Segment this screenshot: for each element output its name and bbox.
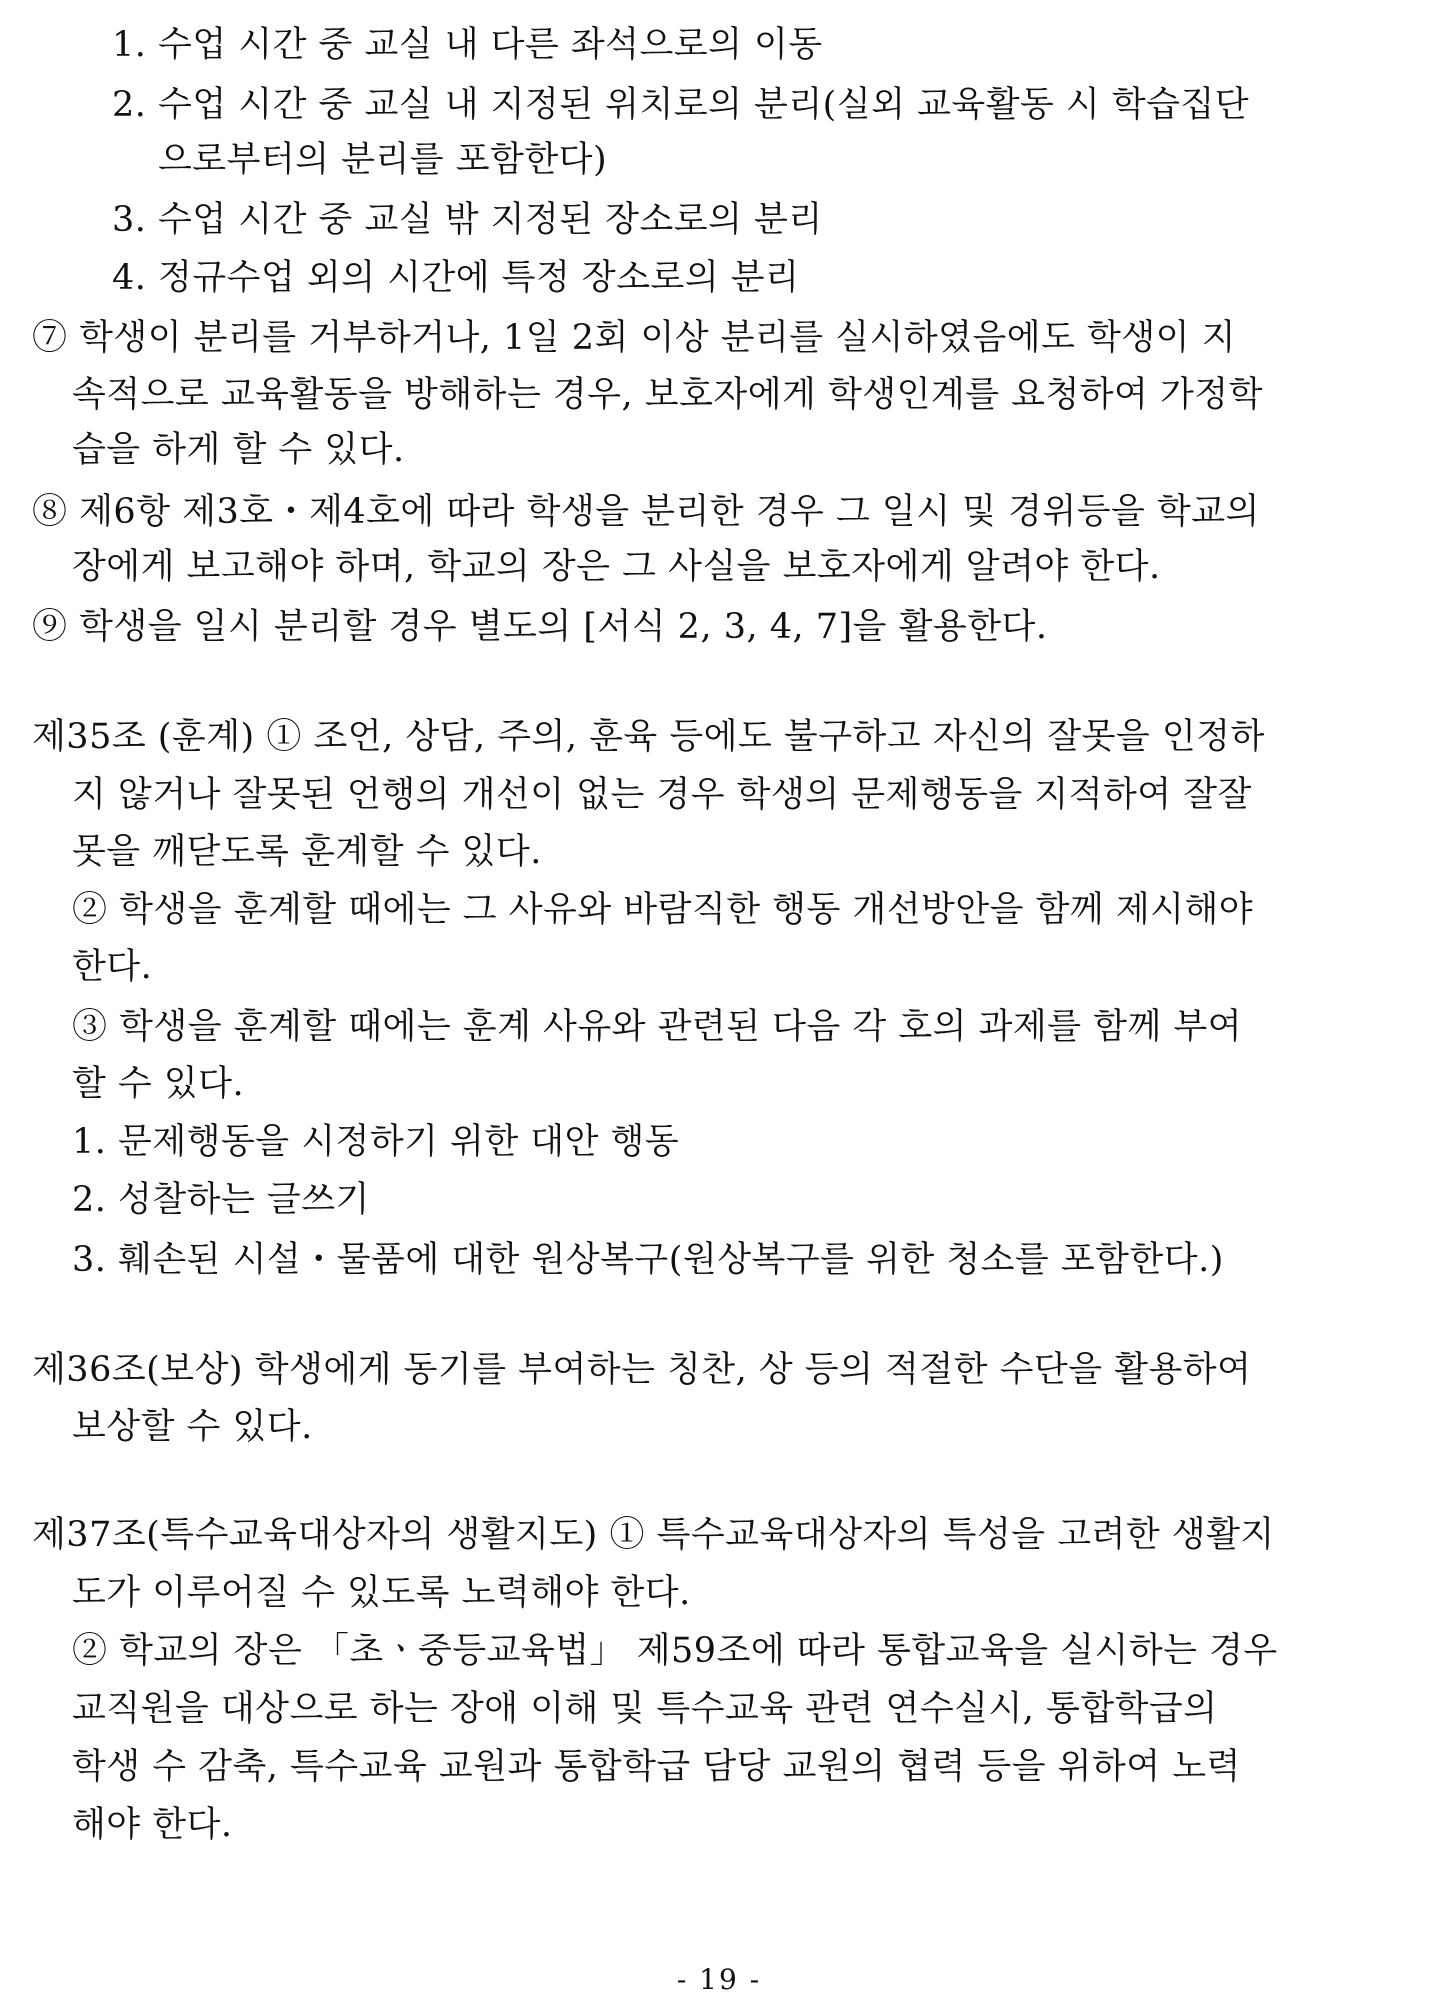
- article-35-paragraph-3: ③ 학생을 훈계할 때에는 훈계 사유와 관련된 다음 각 호의 과제를 함께 부여: [72, 1007, 1242, 1047]
- article-35-item-2: 2. 성찰하는 글쓰기: [72, 1180, 370, 1220]
- article-37-paragraph-2-continued: 해야 한다.: [72, 1805, 233, 1845]
- article-35-paragraph-2: ② 학생을 훈계할 때에는 그 사유와 바람직한 행동 개선방안을 함께 제시해야: [72, 890, 1254, 930]
- article-35-heading: 제35조 (훈계) ① 조언, 상담, 주의, 훈육 등에도 불구하고 자신의 잘못을 인정하: [32, 717, 1265, 757]
- paragraph-7-continued: 속적으로 교육활동을 방해하는 경우, 보호자에게 학생인계를 요청하여 가정학: [72, 375, 1263, 415]
- list-item-2: 2. 수업 시간 중 교실 내 지정된 위치로의 분리(실외 교육활동 시 학습집단: [112, 85, 1250, 125]
- paragraph-8-continued: 장에게 보고해야 하며, 학교의 장은 그 사실을 보호자에게 알려야 한다.: [72, 547, 1161, 587]
- article-35-paragraph-2-continued: 한다.: [72, 947, 153, 987]
- article-37-paragraph-2: ② 학교의 장은 「초ㆍ중등교육법」 제59조에 따라 통합교육을 실시하는 경우: [72, 1631, 1278, 1671]
- list-item-1: 1. 수업 시간 중 교실 내 다른 좌석으로의 이동: [112, 25, 823, 65]
- list-item-3: 3. 수업 시간 중 교실 밖 지정된 장소로의 분리: [112, 200, 823, 240]
- paragraph-7-continued: 습을 하게 할 수 있다.: [72, 430, 405, 470]
- article-36-heading: 제36조(보상) 학생에게 동기를 부여하는 칭찬, 상 등의 적절한 수단을 활용하여: [32, 1350, 1252, 1390]
- article-35-continued: 지 않거나 잘못된 언행의 개선이 없는 경우 학생의 문제행동을 지적하여 잘잘: [72, 775, 1252, 815]
- paragraph-7: ⑦ 학생이 분리를 거부하거나, 1일 2회 이상 분리를 실시하였음에도 학생이 지: [32, 318, 1236, 358]
- article-35-paragraph-3-continued: 할 수 있다.: [72, 1064, 245, 1104]
- article-37-heading: 제37조(특수교육대상자의 생활지도) ① 특수교육대상자의 특성을 고려한 생활지: [32, 1515, 1275, 1555]
- article-37-paragraph-2-continued: 학생 수 감축, 특수교육 교원과 통합학급 담당 교원의 협력 등을 위하여 노력: [72, 1747, 1241, 1787]
- list-item-4: 4. 정규수업 외의 시간에 특정 장소로의 분리: [112, 258, 800, 298]
- list-item-2-continued: 으로부터의 분리를 포함한다): [158, 140, 608, 180]
- page-number: - 19 -: [676, 1963, 762, 1996]
- article-37-paragraph-2-continued: 교직원을 대상으로 하는 장애 이해 및 특수교육 관련 연수실시, 통합학급의: [72, 1689, 1218, 1729]
- paragraph-9: ⑨ 학생을 일시 분리할 경우 별도의 [서식 2, 3, 4, 7]을 활용한다.: [32, 607, 1048, 647]
- article-35-item-1: 1. 문제행동을 시정하기 위한 대안 행동: [72, 1122, 680, 1162]
- article-35-item-3: 3. 훼손된 시설・물품에 대한 원상복구(원상복구를 위한 청소를 포함한다.): [72, 1240, 1224, 1280]
- article-36-continued: 보상할 수 있다.: [72, 1407, 313, 1447]
- article-35-continued: 못을 깨닫도록 훈계할 수 있다.: [72, 832, 542, 872]
- article-37-continued: 도가 이루어질 수 있도록 노력해야 한다.: [72, 1573, 691, 1613]
- paragraph-8: ⑧ 제6항 제3호・제4호에 따라 학생을 분리한 경우 그 일시 및 경위등을 학교의: [32, 492, 1260, 532]
